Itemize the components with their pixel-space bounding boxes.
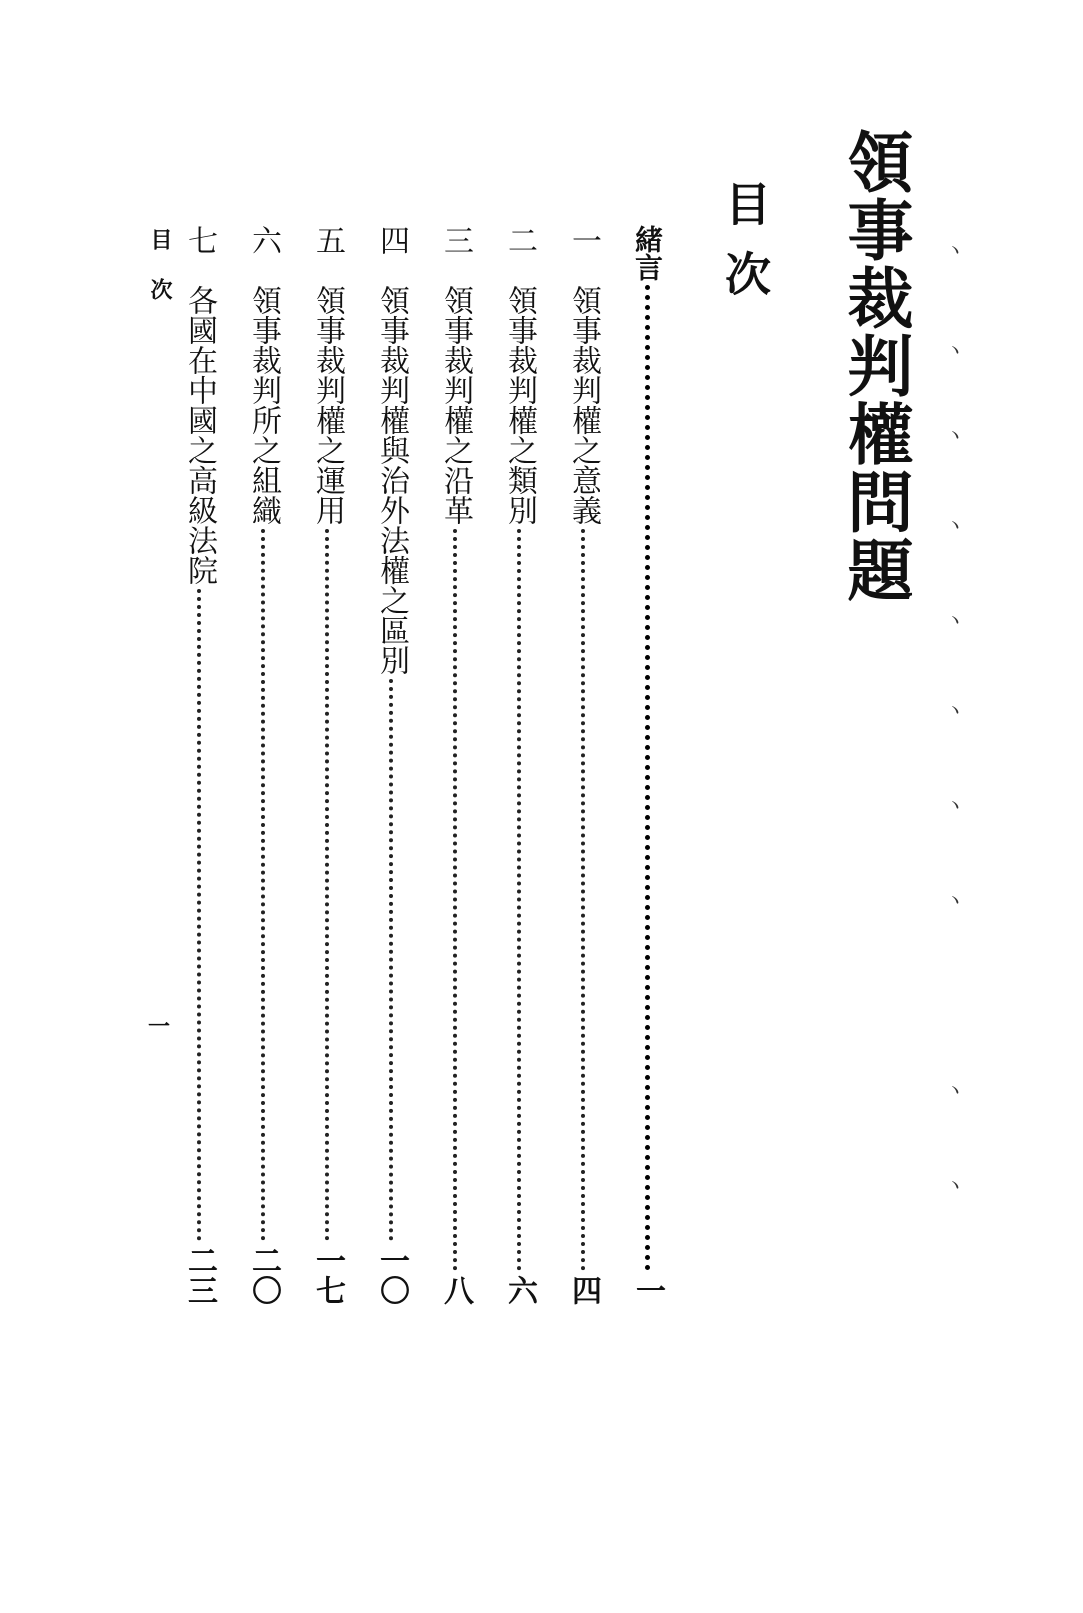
scan-speck: ヽ: [945, 888, 965, 912]
toc-entry-title: 領事裁判所之組織: [246, 285, 281, 525]
leader-dots: [453, 529, 457, 1271]
leader-dots: [197, 589, 201, 1241]
toc-entry-number: 二: [502, 225, 537, 255]
leader-dots: [581, 529, 585, 1271]
toc-entry-page: 四: [566, 1275, 601, 1305]
scan-speck: ヽ: [945, 793, 965, 817]
scan-speck: ヽ: [945, 238, 965, 262]
toc-entry-page: 六: [502, 1275, 537, 1305]
toc-entry-title: 各國在中國之高級法院: [182, 285, 217, 585]
toc-entry-page: 二三: [182, 1245, 217, 1305]
toc-entry-page: 一七: [310, 1245, 345, 1305]
toc-entry-page: 一: [630, 1275, 665, 1305]
toc-entry-1[interactable]: [565, 225, 601, 1305]
toc-entry-number: 一: [566, 225, 601, 255]
leader-dots: [261, 529, 265, 1241]
leader-dots: [517, 529, 521, 1271]
scan-speck: ヽ: [945, 513, 965, 537]
scan-speck: ヽ: [945, 698, 965, 722]
leader-dots: [645, 285, 650, 1271]
table-of-contents: [182, 225, 665, 1335]
scan-speck: ヽ: [945, 338, 965, 362]
toc-entry-number: 六: [246, 225, 281, 255]
toc-entry-number: 四: [374, 225, 409, 255]
toc-entry-title: 領事裁判權之意義: [566, 285, 601, 525]
toc-entry-intro[interactable]: [629, 225, 665, 1305]
toc-entry-title: 緒言: [631, 225, 664, 281]
scan-speck: ヽ: [945, 608, 965, 632]
toc-entry-title: 領事裁判權之運用: [310, 285, 345, 525]
toc-entry-page: 一〇: [374, 1245, 409, 1305]
scan-speck: ヽ: [945, 1078, 965, 1102]
toc-entry-5[interactable]: [309, 225, 345, 1305]
leader-dots: [389, 679, 393, 1241]
toc-entry-3[interactable]: [437, 225, 473, 1305]
toc-entry-number: 七: [182, 225, 217, 255]
toc-entry-2[interactable]: [501, 225, 537, 1305]
toc-entry-number: 三: [438, 225, 473, 255]
page-folio: 一: [147, 1014, 170, 1040]
toc-entry-title: 領事裁判權之類別: [502, 285, 537, 525]
toc-heading: 目次: [718, 180, 772, 320]
scan-speck: ヽ: [945, 1173, 965, 1197]
scan-speck: ヽ: [945, 423, 965, 447]
toc-entry-number: 五: [310, 225, 345, 255]
toc-entry-page: 八: [438, 1275, 473, 1305]
running-footer-label: 目次: [147, 228, 173, 328]
toc-entry-title: 領事裁判權與治外法權之區別: [374, 285, 409, 675]
book-title: 領事裁判權問題: [836, 128, 914, 604]
toc-entry-page: 二〇: [246, 1245, 281, 1305]
leader-dots: [325, 529, 329, 1241]
toc-entry-4[interactable]: [373, 225, 409, 1305]
toc-entry-6[interactable]: [245, 225, 281, 1305]
toc-entry-title: 領事裁判權之沿革: [438, 285, 473, 525]
toc-entry-7[interactable]: [181, 225, 217, 1305]
